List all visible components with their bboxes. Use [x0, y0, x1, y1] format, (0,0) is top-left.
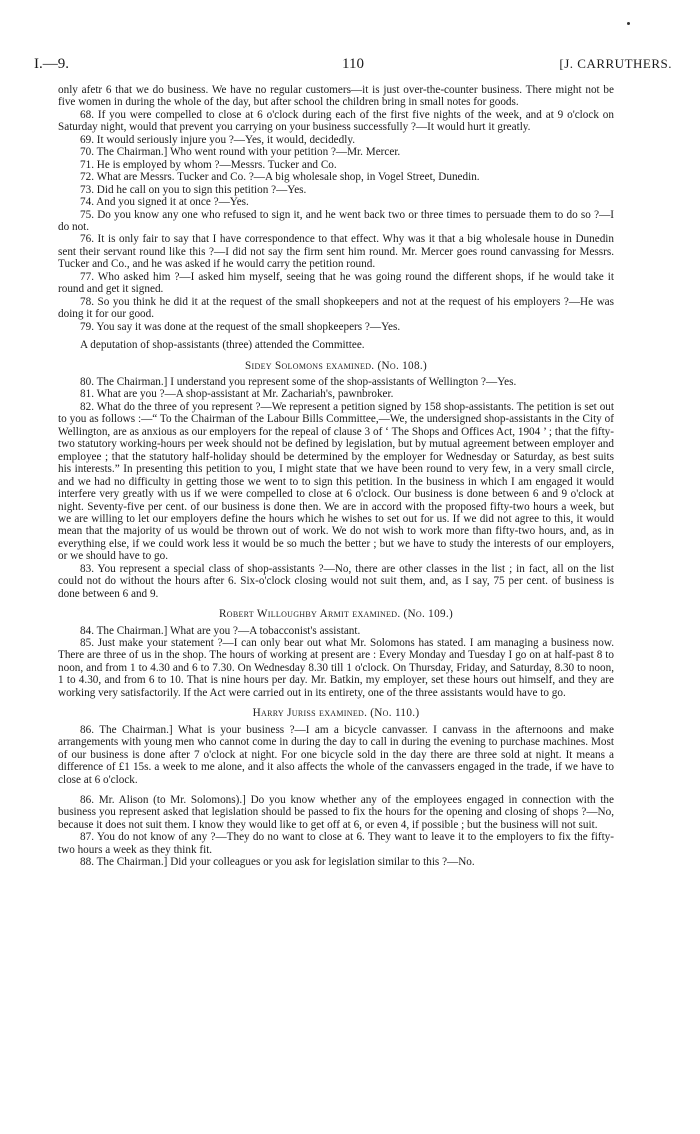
paragraph: 68. If you were compelled to close at 6 o'clock during each of the first five nights of the week, and at 9 o'clock on Saturday night, would that prevent you carrying on your business successfully ?—It would hurt it greatly.: [58, 108, 614, 134]
page-number: 110: [342, 56, 364, 72]
paragraph: 73. Did he call on you to sign this petition ?—Yes.: [80, 183, 307, 196]
paragraph: only afetr 6 that we do business. We have no regular customers—it is just over-the-counter business. There might not be five women in during the whole of the day, but after school the children bring in small notes for goods.: [58, 84, 614, 109]
page-header: [34, 56, 672, 74]
committee-note: A deputation of shop-assistants (three) attended the Committee.: [80, 339, 365, 352]
paragraph: 87. You do not know of any ?—They do no want to close at 6. They want to leave it to the employers to fix the fifty-two hours a week as they think fit.: [58, 831, 614, 856]
paragraph: 70. The Chairman.] Who went round with your petition ?—Mr. Mercer.: [80, 146, 401, 159]
paragraph: 82. What do the three of you represent ?—We represent a petition signed by 158 shop-assistants. The petition is set out to you as follows :—“ To the Chairman of the Labour Bills Committee,—We, the undersigned shop-assistants in the City of Wellington, are as anxious as our employers for the repeal of clause 3 of ‘ The Shops and Offices Act, 1904 ’ ; that the fifty-two statutory working-hours per week should not be defined by legislation, but by mutual agreement between employer and employee ; that the statutory half-holiday should be determined by the employer for Wednesday or Saturday, as best suits his interests.” In presenting this petition to you, I might state that we have been round to very few, in a very small circle, and we had no difficulty in getting those we went to to sign this petition. In the business in which I am engaged it would interfere very greatly with us if we were compelled to close at 6 o'clock. Our business is done between 6 and 9 o'clock at night. Seventy-five per cent. of our business is done then. We are in accord with the proposed fifty-two hours a week, but we are willing to let our employers define the hours which he wishes to set out for us. If we did not agree to this, it would mean that the majority of us would be thrown out of work. We do not wish to work more than fifty-two hours, and, as in everything else, if we could work less it would be so much the better ; but we have to study the interests of our employers, or we should have to go.: [58, 400, 614, 563]
ink-speck: [627, 22, 630, 25]
witness-heading: Harry Juriss examined. (No. 110.): [252, 707, 420, 720]
paragraph: 79. You say it was done at the request of the small shopkeepers ?—Yes.: [80, 320, 401, 333]
paragraph: 78. So you think he did it at the request of the small shopkeepers and not at the request of his employers ?—He was doing it for our good.: [58, 295, 614, 321]
witness-heading: Robert Willoughby Armit examined. (No. 109.): [218, 608, 453, 621]
witness-running-head: [J. CARRUTHERS.: [559, 56, 672, 71]
paper-reference: I.—9.: [34, 56, 69, 72]
paragraph: 69. It would seriously injure you ?—Yes, it would, decidedly.: [80, 133, 355, 146]
paragraph: 74. And you signed it at once ?—Yes.: [80, 196, 249, 209]
paragraph: 75. Do you know any one who refused to sign it, and he went back two or three times to persuade them to do so ?—I do not.: [58, 208, 614, 233]
paragraph: 83. You represent a special class of shop-assistants ?—No, there are other classes in the list ; in fact, all on the list could not do without the hours after 6. Six-o'clock closing would not suit them, and, as I say, 75 per cent. of business is done between 6 and 9.: [58, 562, 614, 600]
document-body: [58, 84, 614, 869]
paragraph: 71. He is employed by whom ?—Messrs. Tucker and Co.: [80, 158, 337, 171]
paragraph: 88. The Chairman.] Did your colleagues or you ask for legislation similar to this ?—No.: [80, 856, 475, 869]
paragraph: 77. Who asked him ?—I asked him myself, seeing that he was going round the different shops, if he would take it round and get it signed.: [58, 270, 614, 296]
paragraph: 86. Mr. Alison (to Mr. Solomons).] Do you know whether any of the employees engaged in connection with the business you represent asked that legislation should be passed to fix the hours for the opening and closing of shops ?—No, because it does not suit them. I know they would like to get off at 6, or even 4, if possible ; but the business will not suit.: [58, 794, 614, 831]
paragraph: 72. What are Messrs. Tucker and Co. ?—A big wholesale shop, in Vogel Street, Dunedin.: [80, 171, 480, 184]
paragraph: 86. The Chairman.] What is your business ?—I am a bicycle canvasser. I canvass in the afternoons and make arrangements with young men who cannot come in during the day to call in during the evening to purchase machines. Most of our business is done after 7 o'clock at night. For one bicycle sold in the day there are three sold at night. It means a difference of £1 15s. a week to me alone, and it also affects the whole of the canvassers engaged in the trade, if we have to close at 6 o'clock.: [58, 723, 614, 786]
paragraph: 80. The Chairman.] I understand you represent some of the shop-assistants of Wellington ?—Yes.: [80, 375, 517, 388]
paragraph: 85. Just make your statement ?—I can only bear out what Mr. Solomons has stated. I am managing a business now. There are three of us in the shop. The hours of working at present are : Every Monday and Tuesday I go on at half-past 8 to noon, and from 1 to 4.30 and 6 to 7.30. On Wednesday 8.30 till 1 o'clock. On Thursday, Friday, and Saturday, 8.30 to noon, 1 to 4.30, and from 6 to 10. That is nine hours per day. Mr. Batkin, my employer, set these hours out himself, and they are working very satisfactorily. If the Act were carried out in its entirety, one of the three assistants would have to go.: [58, 637, 614, 699]
paragraph: 84. The Chairman.] What are you ?—A tobacconist's assistant.: [80, 624, 361, 637]
witness-heading: Sidey Solomons examined. (No. 108.): [245, 359, 427, 372]
paragraph: 81. What are you ?—A shop-assistant at Mr. Zachariah's, pawnbroker.: [80, 388, 394, 401]
paragraph: 76. It is only fair to say that I have correspondence to that effect. Why was it that a big wholesale house in Dunedin sent their servant round like this ?—I did not say the firm sent him round. Mr. Mercer goes round canvassing for Messrs. Tucker and Co., and he was asked if he would carry the petition round.: [58, 233, 614, 271]
